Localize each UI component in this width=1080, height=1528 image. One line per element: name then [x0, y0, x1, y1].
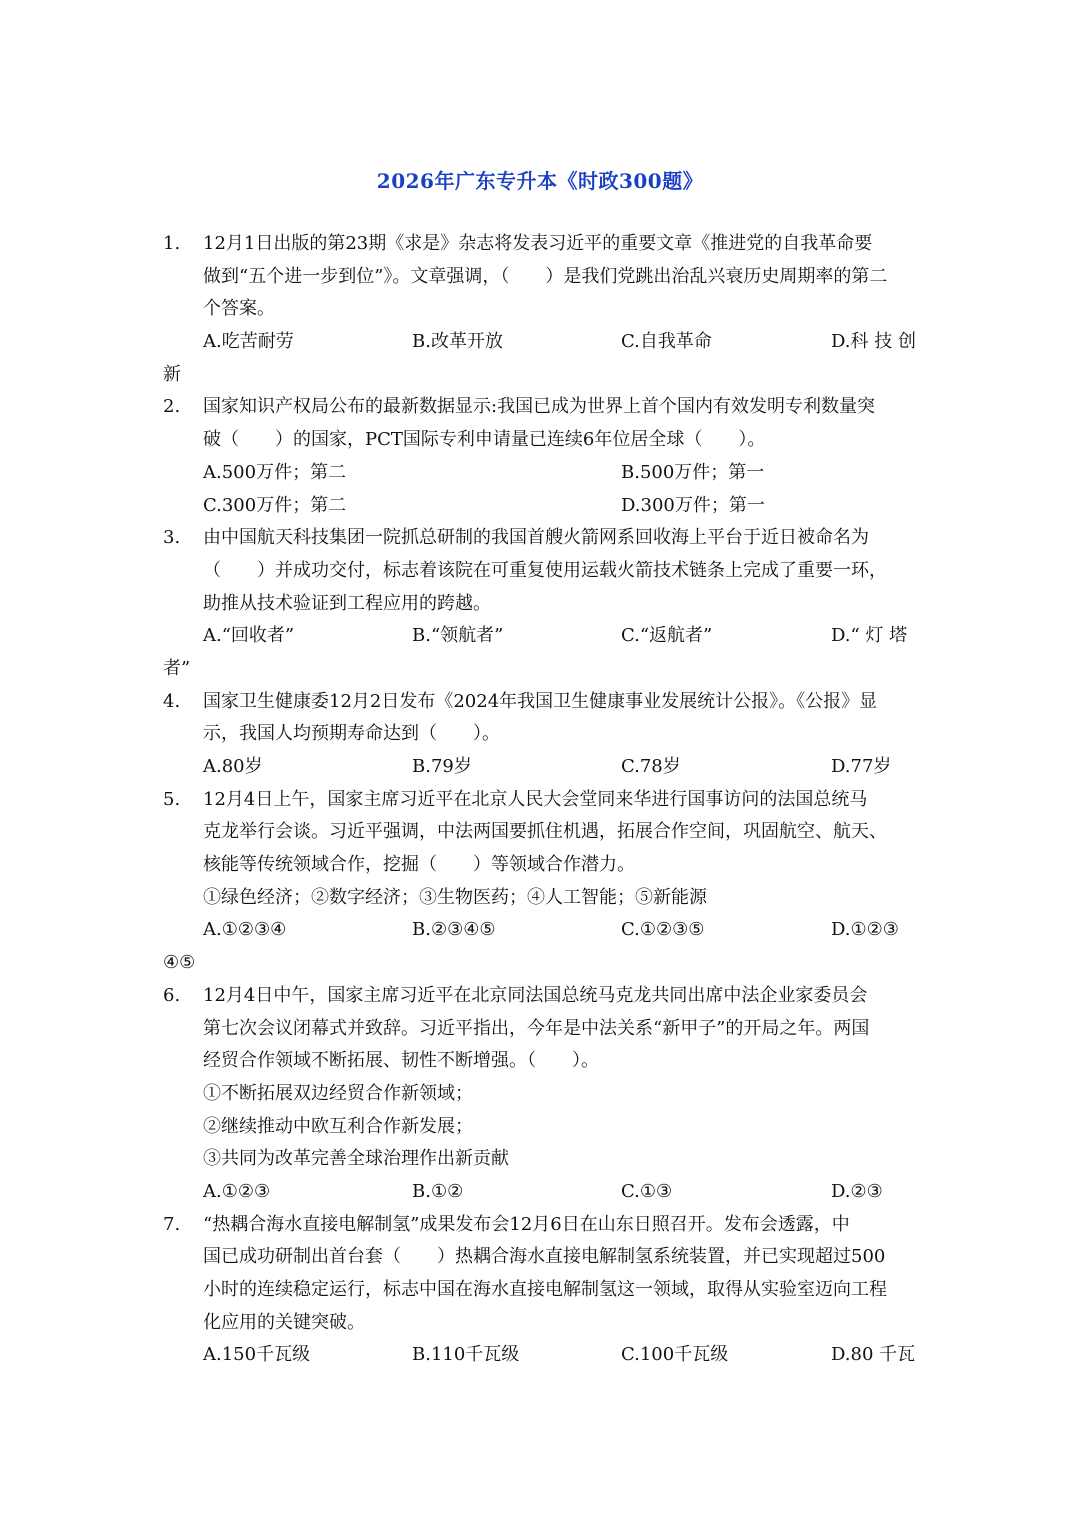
option-b: B.①② — [412, 1180, 464, 1202]
question-4-number: 4. — [163, 690, 181, 712]
question-4-text: 示，我国人均预期寿命达到（ ）。 — [203, 723, 500, 745]
option-b: B.110千瓦级 — [412, 1344, 520, 1366]
question-7-text: 化应用的关键突破。 — [203, 1311, 365, 1333]
question-6-line-2 — [0, 1013, 1080, 1046]
option-d: D.科 技 创 — [831, 331, 916, 353]
question-7-text: “热耦合海水直接电解制氢”成果发布会12月6日在山东日照召开。发布会透露，中 — [203, 1213, 850, 1235]
question-7-line-3 — [0, 1274, 1080, 1307]
option-a: A.150千瓦级 — [203, 1344, 311, 1366]
option-a: A.①②③④ — [203, 919, 287, 941]
question-6-number: 6. — [163, 984, 181, 1006]
option-d-continuation: ④⑤ — [163, 952, 196, 974]
question-7-line-4 — [0, 1307, 1080, 1340]
question-5-text: 12月4日上午，国家主席习近平在北京人民大会堂同来华进行国事访问的法国总统马 — [203, 788, 868, 810]
question-2-number: 2. — [163, 396, 181, 418]
question-7-line-1 — [0, 1209, 1080, 1242]
question-2-options-row-2 — [0, 490, 1080, 523]
option-b: B.②③④⑤ — [412, 919, 496, 941]
question-5-number: 5. — [163, 788, 181, 810]
option-b: B.“领航者” — [412, 625, 504, 647]
option-a: A.“回收者” — [203, 625, 295, 647]
question-1-line-3 — [0, 293, 1080, 326]
question-7-text: 小时的连续稳定运行，标志中国在海水直接电解制氢这一领域，取得从实验室迈向工程 — [203, 1279, 887, 1300]
option-d: D.①②③ — [831, 919, 899, 941]
question-6-item-2: ②继续推动中欧互利合作新发展； — [203, 1115, 473, 1137]
question-6-options — [0, 1176, 1080, 1209]
question-3-number: 3. — [163, 527, 181, 549]
question-5-line-1 — [0, 784, 1080, 817]
question-1-text: 12月1日出版的第23期《求是》杂志将发表习近平的重要文章《推进党的自我革命要 — [203, 233, 873, 254]
option-b: B.改革开放 — [412, 331, 503, 353]
question-4-text: 国家卫生健康委12月2日发布《2024年我国卫生健康事业发展统计公报》。《公报》显 — [203, 690, 878, 712]
question-5-option-overflow — [0, 947, 1080, 980]
page-title: 2026年广东专升本《时政300题》 — [376, 169, 704, 193]
option-c: C.100千瓦级 — [621, 1344, 729, 1366]
option-b: B.500万件；第一 — [621, 461, 765, 483]
question-7-line-2 — [0, 1241, 1080, 1274]
question-2-options-row-1 — [0, 457, 1080, 490]
option-d: D.300万件；第一 — [621, 494, 765, 516]
question-6-line-4 — [0, 1078, 1080, 1111]
question-4-line-1 — [0, 686, 1080, 719]
question-2-line-2 — [0, 424, 1080, 457]
option-d-continuation: 者” — [163, 657, 191, 679]
option-c: C.自我革命 — [621, 331, 712, 353]
question-3-text: （ ）并成功交付，标志着该院在可重复使用运载火箭技术链条上完成了重要一环， — [203, 559, 887, 581]
question-3-line-2 — [0, 555, 1080, 588]
question-6-line-6 — [0, 1143, 1080, 1176]
question-6-item-3: ③共同为改革完善全球治理作出新贡献 — [203, 1148, 509, 1170]
question-7-number: 7. — [163, 1213, 181, 1235]
question-5-options — [0, 914, 1080, 947]
question-1-text: 个答案。 — [203, 298, 275, 320]
option-d: D.80 千瓦 — [831, 1344, 916, 1366]
option-d: D.77岁 — [831, 756, 892, 777]
option-c: C.“返航者” — [621, 625, 713, 647]
question-6-line-3 — [0, 1045, 1080, 1078]
question-6-line-5 — [0, 1111, 1080, 1144]
question-list — [0, 228, 1080, 1372]
question-6-text: 第七次会议闭幕式并致辞。习近平指出，今年是中法关系“新甲子”的开局之年。两国 — [203, 1017, 870, 1039]
option-a: A.80岁 — [203, 756, 263, 777]
question-1-option-overflow — [0, 359, 1080, 392]
question-5-line-3 — [0, 849, 1080, 882]
question-2-text: 国家知识产权局公布的最新数据显示:我国已成为世界上首个国内有效发明专利数量突 — [203, 396, 876, 418]
question-3-options — [0, 620, 1080, 653]
option-a: A.500万件；第二 — [203, 461, 347, 483]
question-3-option-overflow — [0, 653, 1080, 686]
question-5-text: 克龙举行会谈。习近平强调，中法两国要抓住机遇，拓展合作空间，巩固航空、航天、 — [203, 821, 887, 843]
question-2-line-1 — [0, 391, 1080, 424]
question-3-line-1 — [0, 522, 1080, 555]
question-1-line-2 — [0, 261, 1080, 294]
question-4-line-2 — [0, 718, 1080, 751]
option-a: A.①②③ — [203, 1180, 271, 1202]
question-5-line-4 — [0, 882, 1080, 915]
question-6-text: 12月4日中午，国家主席习近平在北京同法国总统马克龙共同出席中法企业家委员会 — [203, 984, 868, 1006]
question-1-options — [0, 326, 1080, 359]
question-3-line-3 — [0, 588, 1080, 621]
question-1-text: 做到“五个进一步到位”》。文章强调，（ ）是我们党跳出治乱兴衰历史周期率的第二 — [203, 265, 888, 287]
option-d-continuation: 新 — [163, 363, 181, 385]
option-c: C.300万件；第二 — [203, 494, 347, 516]
question-7-text: 国已成功研制出首台套（ ）热耦合海水直接电解制氢系统装置，并已实现超过500 — [203, 1246, 886, 1268]
question-5-items: ①绿色经济；②数字经济；③生物医药；④人工智能；⑤新能源 — [203, 886, 707, 908]
question-2-text: 破（ ）的国家，PCT国际专利申请量已连续6年位居全球（ ）。 — [203, 429, 766, 451]
option-d: D.“ 灯 塔 — [831, 625, 908, 647]
question-1-number: 1. — [163, 233, 181, 254]
question-5-line-2 — [0, 816, 1080, 849]
option-c: C.①②③⑤ — [621, 919, 705, 941]
option-a: A.吃苦耐劳 — [203, 331, 294, 353]
question-1-line-1 — [0, 228, 1080, 261]
question-6-line-1 — [0, 980, 1080, 1013]
question-5-text: 核能等传统领域合作，挖掘（ ）等领域合作潜力。 — [203, 854, 635, 876]
question-6-text: 经贸合作领域不断拓展、韧性不断增强。（ ）。 — [203, 1050, 599, 1072]
option-b: B.79岁 — [412, 756, 472, 777]
question-3-text: 助推从技术验证到工程应用的跨越。 — [203, 592, 491, 614]
option-d: D.②③ — [831, 1180, 883, 1202]
option-c: C.78岁 — [621, 756, 681, 777]
question-3-text: 由中国航天科技集团一院抓总研制的我国首艘火箭网系回收海上平台于近日被命名为 — [203, 527, 869, 549]
question-6-item-1: ①不断拓展双边经贸合作新领域； — [203, 1082, 473, 1104]
question-4-options — [0, 751, 1080, 784]
option-c: C.①③ — [621, 1180, 673, 1202]
question-7-options — [0, 1339, 1080, 1372]
